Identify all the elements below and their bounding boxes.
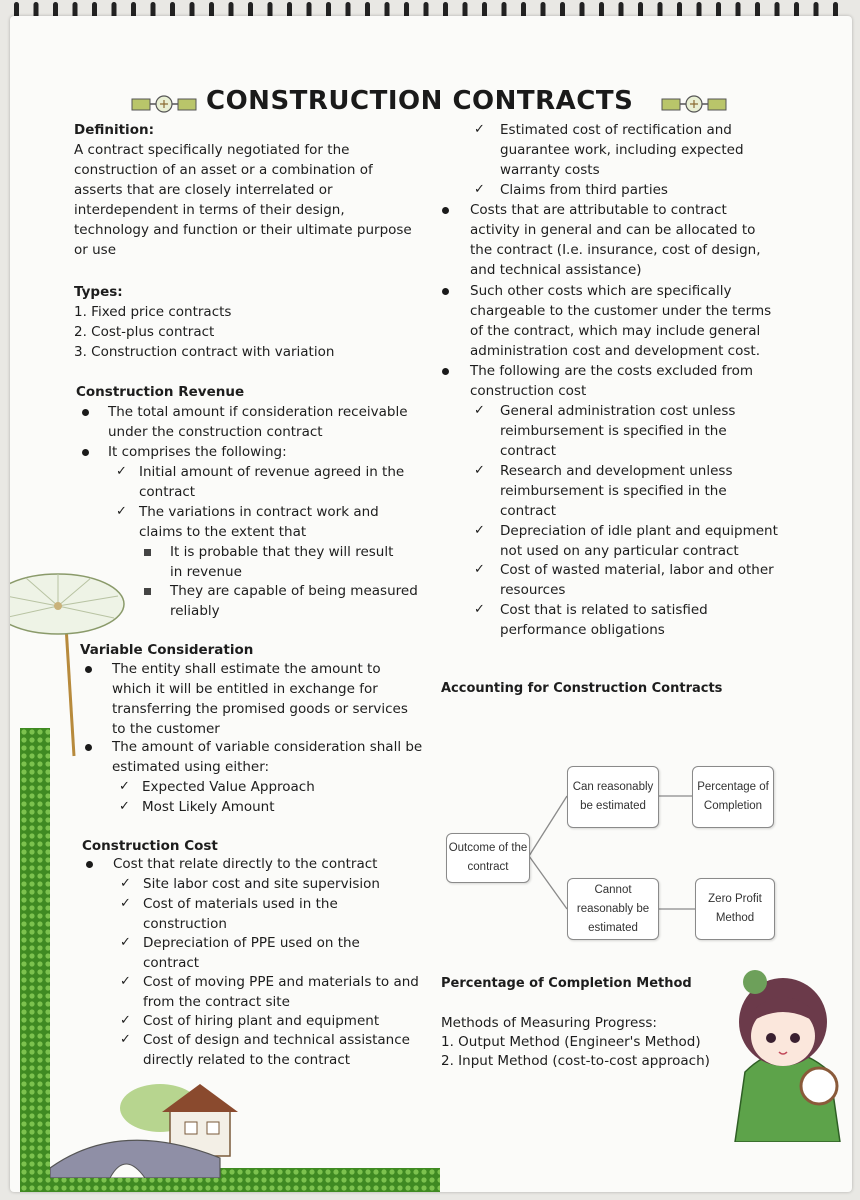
variable-point: estimated using either: [112, 759, 270, 775]
cost-heading: Construction Cost [82, 838, 218, 854]
revenue-point: It comprises the following: [108, 444, 287, 460]
diagram-root-node: Outcome of the contract [446, 833, 530, 883]
check-icon: ✓ [119, 799, 130, 814]
excluded-cost: General administration cost unless [500, 403, 736, 419]
revenue-condition: They are capable of being measured [170, 583, 418, 599]
cost-point: Such other costs which are specifically [470, 283, 732, 299]
check-icon: ✓ [474, 403, 485, 418]
poc-heading: Percentage of Completion Method [441, 976, 692, 991]
check-icon: ✓ [116, 464, 127, 479]
accounting-heading: Accounting for Construction Contracts [441, 681, 723, 696]
method-item: 2. Input Method (cost-to-cost approach) [441, 1053, 710, 1069]
method-item: 1. Output Method (Engineer's Method) [441, 1034, 701, 1050]
check-icon: ✓ [474, 182, 485, 197]
definition-line: interdependent in terms of their design, [74, 202, 345, 218]
check-icon: ✓ [120, 974, 131, 989]
revenue-condition: It is probable that they will result [170, 544, 394, 560]
cost-item: contract [143, 955, 200, 971]
type-item: 1. Fixed price contracts [74, 304, 232, 320]
check-icon: ✓ [120, 1032, 131, 1047]
excluded-cost: reimbursement is specified in the [500, 423, 727, 439]
excluded-cost: Cost that is related to satisfied [500, 602, 708, 618]
excluded-cost: not used on any particular contract [500, 543, 739, 559]
revenue-subpoint: claims to the extent that [139, 524, 307, 540]
check-icon: ✓ [474, 602, 485, 617]
revenue-point: The total amount if consideration receivable [108, 404, 408, 420]
variable-point: The amount of variable consideration shall be [112, 739, 423, 755]
methods-heading: Methods of Measuring Progress: [441, 1015, 657, 1031]
diagram-node-poc: Percentage of Completion [692, 766, 774, 828]
excluded-cost: resources [500, 582, 566, 598]
cost-item: from the contract site [143, 994, 290, 1010]
cost-point: of the contract, which may include general [470, 323, 761, 339]
variable-point: which it will be entitled in exchange for [112, 681, 378, 697]
excluded-cost: Depreciation of idle plant and equipment [500, 523, 778, 539]
type-item: 2. Cost-plus contract [74, 324, 215, 340]
definition-line: or use [74, 242, 116, 258]
diagram-connectors [10, 16, 852, 1192]
page-title: CONSTRUCTION CONTRACTS [206, 86, 634, 116]
cost-point: the contract (I.e. insurance, cost of design, [470, 242, 761, 258]
check-icon: ✓ [116, 504, 127, 519]
definition-line: construction of an asset or a combination of [74, 162, 373, 178]
check-icon: ✓ [474, 463, 485, 478]
definition-line: A contract specifically negotiated for the [74, 142, 350, 158]
cost-item: Site labor cost and site supervision [143, 876, 380, 892]
revenue-point: under the construction contract [108, 424, 323, 440]
variable-method: Expected Value Approach [142, 779, 315, 795]
check-icon: ✓ [120, 876, 131, 891]
revenue-subpoint: The variations in contract work and [139, 504, 379, 520]
variable-point: to the customer [112, 721, 220, 737]
revenue-condition: reliably [170, 603, 220, 619]
revenue-condition: in revenue [170, 564, 242, 580]
cost-item: construction [143, 916, 227, 932]
cost-point: chargeable to the customer under the terms [470, 303, 772, 319]
cost-item: Claims from third parties [500, 182, 668, 198]
revenue-subpoint: Initial amount of revenue agreed in the [139, 464, 405, 480]
check-icon: ✓ [120, 935, 131, 950]
cost-point: construction cost [470, 383, 587, 399]
cost-item: guarantee work, including expected [500, 142, 744, 158]
notebook-page [10, 16, 852, 1192]
revenue-subpoint: contract [139, 484, 196, 500]
excluded-cost: performance obligations [500, 622, 665, 638]
diagram-node-can-estimate: Can reasonably be estimated [567, 766, 659, 828]
cost-item: Estimated cost of rectification and [500, 122, 732, 138]
variable-point: The entity shall estimate the amount to [112, 661, 381, 677]
check-icon: ✓ [119, 779, 130, 794]
cost-point: and technical assistance) [470, 262, 642, 278]
cost-item: Cost of moving PPE and materials to and [143, 974, 419, 990]
check-icon: ✓ [120, 896, 131, 911]
definition-line: asserts that are closely interrelated or [74, 182, 333, 198]
cost-point: administration cost and development cost. [470, 343, 760, 359]
definition-heading: Definition: [74, 122, 154, 138]
definition-line: technology and function or their ultimate purpose [74, 222, 412, 238]
check-icon: ✓ [120, 1013, 131, 1028]
diagram-node-cannot-estimate: Cannot reasonably be estimated [567, 878, 659, 940]
types-heading: Types: [74, 284, 123, 300]
variable-point: transferring the promised goods or services [112, 701, 408, 717]
variable-heading: Variable Consideration [80, 642, 254, 658]
excluded-cost: contract [500, 443, 557, 459]
cost-point: Costs that are attributable to contract [470, 202, 727, 218]
type-item: 3. Construction contract with variation [74, 344, 335, 360]
excluded-cost: Research and development unless [500, 463, 733, 479]
excluded-cost: Cost of wasted material, labor and other [500, 562, 774, 578]
cost-item: Depreciation of PPE used on the [143, 935, 360, 951]
diagram-node-zero-profit: Zero Profit Method [695, 878, 775, 940]
cost-item: Cost of materials used in the [143, 896, 338, 912]
check-icon: ✓ [474, 562, 485, 577]
cost-item: warranty costs [500, 162, 600, 178]
cost-item: directly related to the contract [143, 1052, 351, 1068]
excluded-cost: reimbursement is specified in the [500, 483, 727, 499]
check-icon: ✓ [474, 122, 485, 137]
cost-point: activity in general and can be allocated to [470, 222, 756, 238]
excluded-cost: contract [500, 503, 557, 519]
variable-method: Most Likely Amount [142, 799, 275, 815]
cost-point: The following are the costs excluded from [470, 363, 753, 379]
check-icon: ✓ [474, 523, 485, 538]
cost-point: Cost that relate directly to the contract [113, 856, 378, 872]
revenue-heading: Construction Revenue [76, 384, 245, 400]
cost-item: Cost of design and technical assistance [143, 1032, 410, 1048]
cost-item: Cost of hiring plant and equipment [143, 1013, 380, 1029]
